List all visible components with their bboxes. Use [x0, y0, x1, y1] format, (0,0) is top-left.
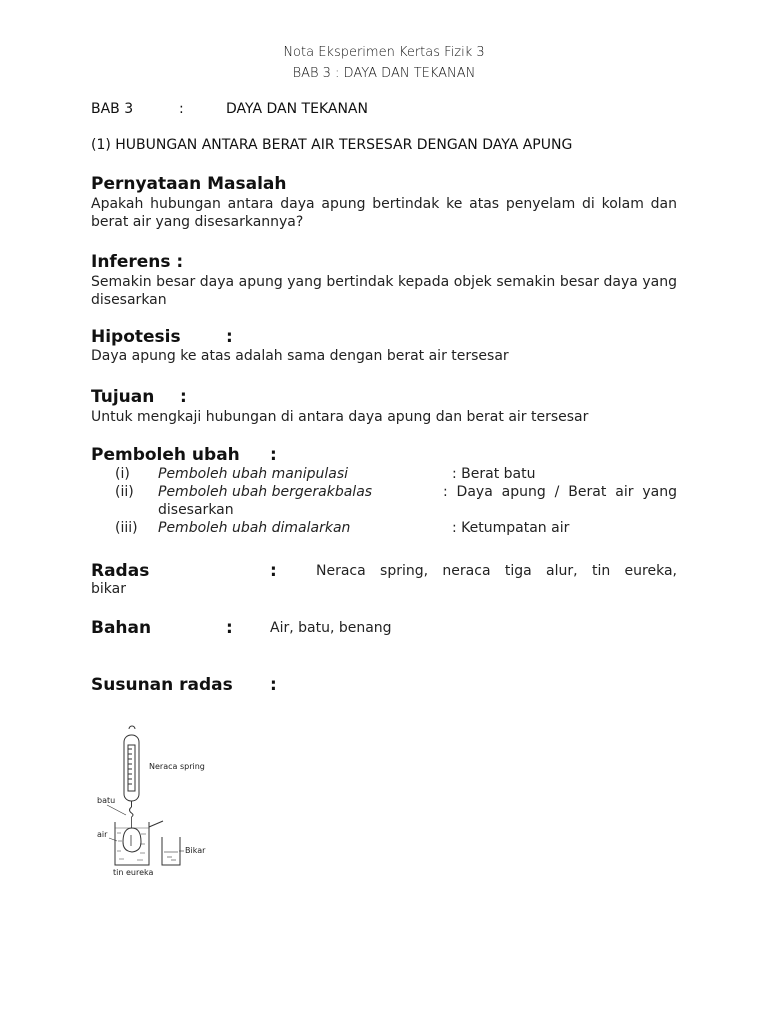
inference-heading: Inferens : — [91, 252, 184, 272]
problem-heading: Pernyataan Masalah — [91, 174, 287, 194]
variables-heading: Pemboleh ubah — [91, 445, 240, 465]
variable-num: (ii) — [115, 484, 134, 500]
variable-label: Pemboleh ubah manipulasi — [158, 466, 349, 482]
label-water: air — [97, 830, 108, 839]
water-in-can — [115, 828, 149, 860]
variable-value: : Berat batu — [452, 466, 536, 482]
apparatus-heading: Radas — [91, 561, 150, 581]
apparatus-text-continued: bikar — [91, 581, 126, 597]
spring-balance — [124, 726, 139, 817]
chapter-title: DAYA DAN TEKANAN — [226, 101, 368, 117]
aim-text: Untuk mengkaji hubungan di antara daya apung dan berat air tersesar — [91, 409, 589, 425]
aim-colon: : — [180, 387, 187, 407]
label-beaker: Bikar — [185, 846, 206, 855]
apparatus-diagram — [93, 725, 223, 895]
setup-heading: Susunan radas — [91, 675, 233, 695]
chapter-colon: : — [179, 101, 184, 117]
chapter-label: BAB 3 — [91, 101, 134, 117]
hypothesis-colon: : — [226, 327, 233, 347]
variable-num: (iii) — [115, 520, 138, 536]
variable-label: Pemboleh ubah bergerakbalas — [158, 484, 373, 500]
header-line-2: BAB 3 : DAYA DAN TEKANAN — [292, 66, 476, 81]
hypothesis-heading: Hipotesis — [91, 327, 181, 347]
variable-num: (i) — [115, 466, 130, 482]
setup-colon: : — [270, 675, 277, 695]
materials-heading: Bahan — [91, 618, 152, 638]
label-spring-balance: Neraca spring — [149, 762, 205, 771]
materials-text: Air, batu, benang — [270, 620, 392, 636]
materials-colon: : — [226, 618, 233, 638]
label-eureka-can: tin eureka — [113, 868, 154, 877]
variable-value: : Daya apung / Berat air yang — [442, 484, 677, 500]
problem-text: Apakah hubungan antara daya apung bertindak ke atas penyelam di kolam dan berat air yang disesarkannya? — [91, 196, 677, 230]
hypothesis-text: Daya apung ke atas adalah sama dengan berat air tersesar — [91, 348, 509, 364]
aim-heading: Tujuan — [91, 387, 155, 407]
variable-value-continued: disesarkan — [158, 502, 234, 518]
apparatus-text: Neraca spring, neraca tiga alur, tin eureka, — [316, 563, 677, 579]
inference-text: Semakin besar daya apung yang bertindak kepada objek semakin besar daya yang disesarkan — [91, 274, 677, 308]
eureka-can — [115, 821, 163, 865]
variable-value: : Ketumpatan air — [452, 520, 570, 536]
apparatus-colon: : — [270, 561, 277, 581]
stone — [123, 828, 141, 852]
variable-label: Pemboleh ubah dimalarkan — [158, 520, 351, 536]
beaker — [162, 837, 180, 865]
label-stone: batu — [97, 796, 116, 805]
variables-colon: : — [270, 445, 277, 465]
topic-title: (1) HUBUNGAN ANTARA BERAT AIR TERSESAR DENGAN DAYA APUNG — [91, 137, 573, 153]
header-line-1: Nota Eksperimen Kertas Fizik 3 — [283, 45, 485, 60]
